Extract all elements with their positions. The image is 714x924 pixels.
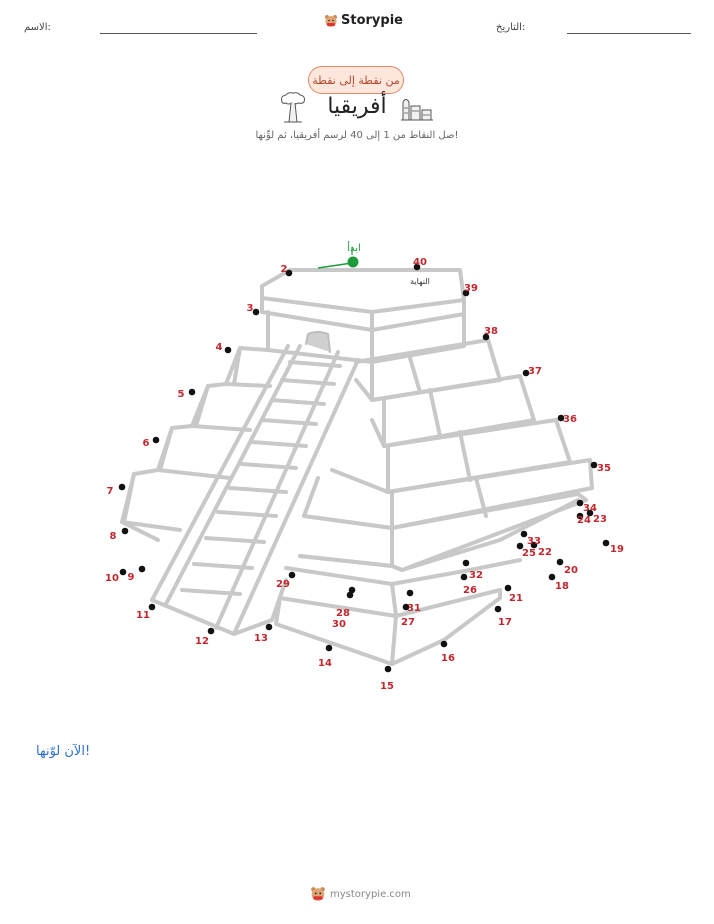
dot-5[interactable] [189,389,196,396]
start-label: ابدأ [347,243,361,254]
dot-31[interactable] [407,590,414,597]
dot-number-10: 10 [105,573,119,584]
dot-number-9: 9 [127,572,135,583]
dot-number-21: 21 [509,593,523,604]
dot-number-32: 32 [469,570,483,581]
start-dot[interactable] [348,257,359,268]
dot-number-31: 31 [407,603,421,614]
dot-number-8: 8 [109,531,117,542]
dot-4[interactable] [225,347,232,354]
dot-7[interactable] [119,484,126,491]
dot-number-25: 25 [522,548,536,559]
footer-site: mystorypie.com [330,888,411,900]
dot-number-14: 14 [318,658,332,669]
dot-number-37: 37 [528,366,542,377]
brand-name: Storypie [341,13,403,28]
start-arrow-line [318,263,352,268]
dot-number-11: 11 [136,610,150,621]
dot-9[interactable] [139,566,146,573]
dot-number-35: 35 [597,463,611,474]
dot-32[interactable] [463,560,470,567]
dot-13[interactable] [266,624,273,631]
dot-19[interactable] [603,540,610,547]
end-label: النهاية [410,277,430,286]
dot-number-34: 34 [583,503,597,514]
bear-logo-icon [310,886,326,902]
dot-3[interactable] [253,309,260,316]
dot-number-26: 26 [463,585,477,596]
dot-number-23: 23 [593,514,607,525]
dot-number-4: 4 [215,342,223,353]
dot-number-39: 39 [464,283,478,294]
dot-number-2: 2 [280,264,288,275]
page-title: أفريقيا [327,94,387,119]
dot-26[interactable] [461,574,468,581]
dot-17[interactable] [495,606,502,613]
dot-number-6: 6 [142,438,150,449]
dot-number-20: 20 [564,565,578,576]
dot-number-17: 17 [498,617,512,628]
dot-12[interactable] [208,628,215,635]
dot-number-38: 38 [484,326,498,337]
dot-18[interactable] [549,574,556,581]
activity-badge: من نقطة إلى نقطة [308,66,404,94]
dot-number-12: 12 [195,636,209,647]
dot-number-5: 5 [177,389,185,400]
dot-number-33: 33 [527,536,541,547]
dot-number-16: 16 [441,653,455,664]
date-label: التاريخ: [496,22,526,33]
dot-number-19: 19 [610,544,624,555]
dot-30[interactable] [349,587,356,594]
dot-number-22: 22 [538,547,552,558]
pyramid-outline [122,270,592,664]
dot-number-36: 36 [563,414,577,425]
color-it-prompt: الآن لوّنها! [36,744,91,759]
dot-number-7: 7 [106,486,114,497]
instructions: صل النقاط من 1 إلى 40 لرسم أفريقيا، ثم لوِّنها! [255,130,459,141]
dot-number-29: 29 [276,579,290,590]
dot-20[interactable] [557,559,564,566]
footer [310,886,411,902]
dot-10[interactable] [120,569,127,576]
dot-number-18: 18 [555,581,569,592]
dot-8[interactable] [122,528,129,535]
dot-number-24: 24 [577,515,591,526]
dot-number-27: 27 [401,617,415,628]
dot-29[interactable] [289,572,296,579]
dot-number-13: 13 [254,633,268,644]
dot-14[interactable] [326,645,333,652]
dot-15[interactable] [385,666,392,673]
dot-number-3: 3 [246,303,254,314]
dot-number-40: 40 [413,257,427,268]
dot-16[interactable] [441,641,448,648]
dot-6[interactable] [153,437,160,444]
name-label: الاسم: [24,22,51,33]
dot-number-15: 15 [380,681,394,692]
dot-number-30: 30 [332,619,346,630]
dot-21[interactable] [505,585,512,592]
dot-number-28: 28 [336,608,350,619]
